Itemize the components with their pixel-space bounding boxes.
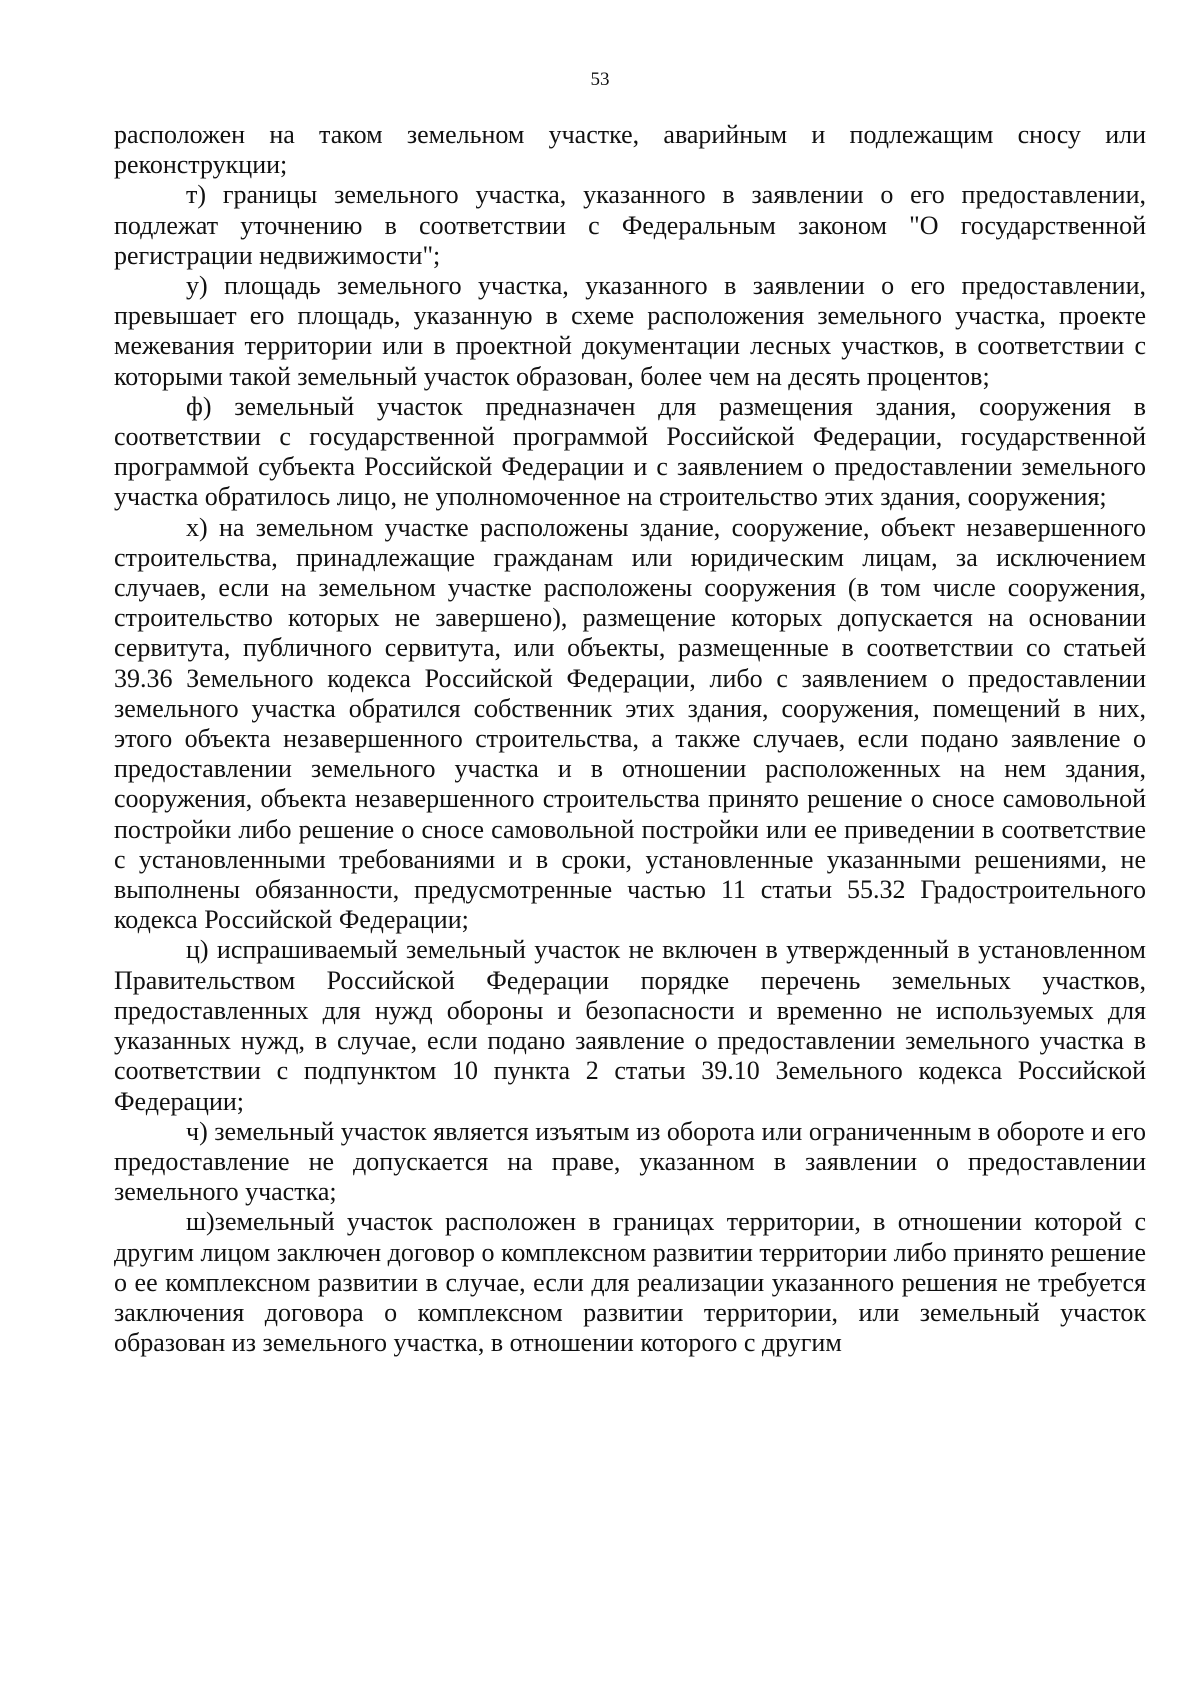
paragraph-ts: ц) испрашиваемый земельный участок не включен в утвержденный в установленном Правительством Российской Федерации порядке перечень земельных участков, предоставленных для нужд обороны и безопасности и временно не используемых для указанных нужд, в случае, если подано заявление о предоставлении земельного участка в соответствии с подпунктом 10 пункта 2 статьи 39.10 Земельного кодекса Российской Федерации; — [114, 935, 1146, 1116]
paragraph-f: ф) земельный участок предназначен для размещения здания, сооружения в соответствии с государственной программой Российской Федерации, государственной программой субъекта Российской Федерации и с заявлением о предоставлении земельного участка обратилось лицо, не уполномоченное на строительство этих здания, сооружения; — [114, 391, 1146, 512]
paragraph-continuation: расположен на таком земельном участке, аварийным и подлежащим сносу или реконструкции; — [114, 120, 1146, 180]
page-number: 53 — [590, 69, 610, 90]
paragraph-t: т) границы земельного участка, указанного в заявлении о его предоставлении, подлежат уточнению в соответствии с Федеральным законом "О государственной регистрации недвижимости"; — [114, 180, 1146, 270]
document-body — [114, 120, 1146, 1358]
paragraph-ch: ч) земельный участок является изъятым из оборота или ограниченным в обороте и его предоставление не допускается на праве, указанном в заявлении о предоставлении земельного участка; — [114, 1116, 1146, 1207]
paragraph-kh: х) на земельном участке расположены здание, сооружение, объект незавершенного строительства, принадлежащие гражданам или юридическим лицам, за исключением случаев, если на земельном участке расположены сооружения (в том числе сооружения, строительство которых не завершено), размещение которых допускается на основании сервитута, публичного сервитута, или объекты, размещенные в соответствии со статьей 39.36 Земельного кодекса Российской Федерации, либо с заявлением о предоставлении земельного участка обратился собственник этих здания, сооружения, помещений в них, этого объекта незавершенного строительства, а также случаев, если подано заявление о предоставлении земельного участка и в отношении расположенных на нем здания, сооружения, объекта незавершенного строительства принято решение о сносе самовольной постройки либо решение о сносе самовольной постройки или ее приведении в соответствие с установленными требованиями и в сроки, установленные указанными решениями, не выполнены обязанности, предусмотренные частью 11 статьи 55.32 Градостроительного кодекса Российской Федерации; — [114, 512, 1146, 935]
paragraph-u: у) площадь земельного участка, указанного в заявлении о его предоставлении, превышает его площадь, указанную в схеме расположения земельного участка, проекте межевания территории или в проектной документации лесных участков, в соответствии с которыми такой земельный участок образован, более чем на десять процентов; — [114, 271, 1146, 391]
paragraph-sh: ш)земельный участок расположен в границах территории, в отношении которой с другим лицом заключен договор о комплексном развитии территории либо принято решение о ее комплексном развитии в случае, если для реализации указанного решения не требуется заключения договора о комплексном развитии территории, или земельный участок образован из земельного участка, в отношении которого с другим — [114, 1207, 1146, 1358]
